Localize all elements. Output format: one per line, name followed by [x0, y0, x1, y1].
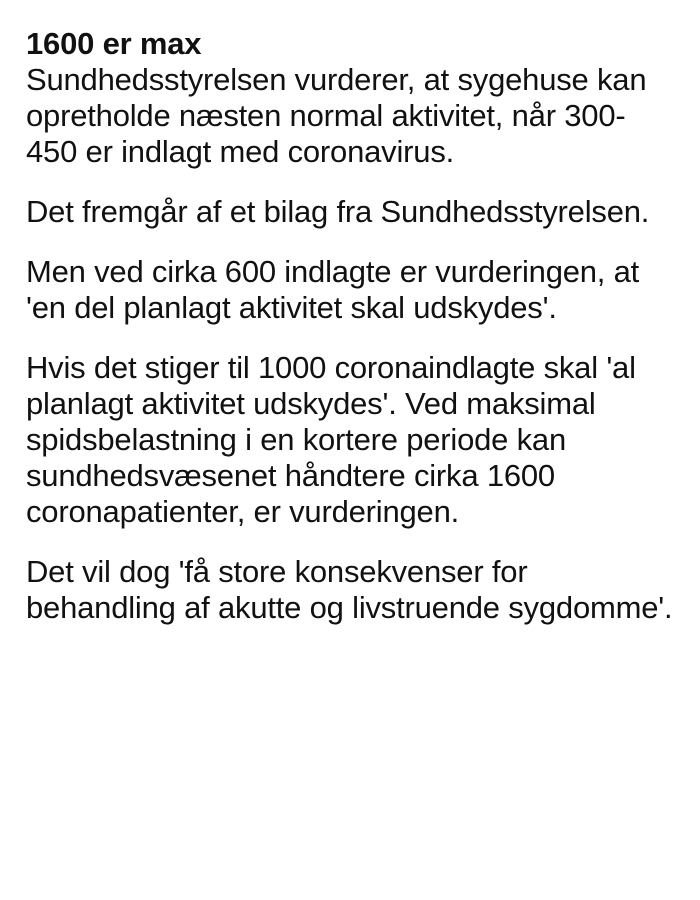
- paragraph-1: Sundhedsstyrelsen vurderer, at sygehuse kan opretholde næsten normal aktivitet, når 300-450 er indlagt med coronavirus.: [26, 62, 647, 169]
- paragraph-4: Hvis det stiger til 1000 coronaindlagte skal 'al planlagt aktivitet udskydes'. Ved maksimal spidsbelastning i en kortere periode kan sundhedsvæsenet håndtere cirka 1600 coronapatienter, er vurderingen.: [26, 350, 636, 529]
- paragraph-5: Det vil dog 'få store konsekvenser for behandling af akutte og livstruende sygdomme'.: [26, 554, 673, 625]
- paragraph-3: Men ved cirka 600 indlagte er vurderingen, at 'en del planlagt aktivitet skal udskydes'.: [26, 254, 640, 325]
- article-headline: 1600 er max: [26, 26, 202, 61]
- paragraph-2: Det fremgår af et bilag fra Sundhedsstyrelsen.: [26, 194, 650, 229]
